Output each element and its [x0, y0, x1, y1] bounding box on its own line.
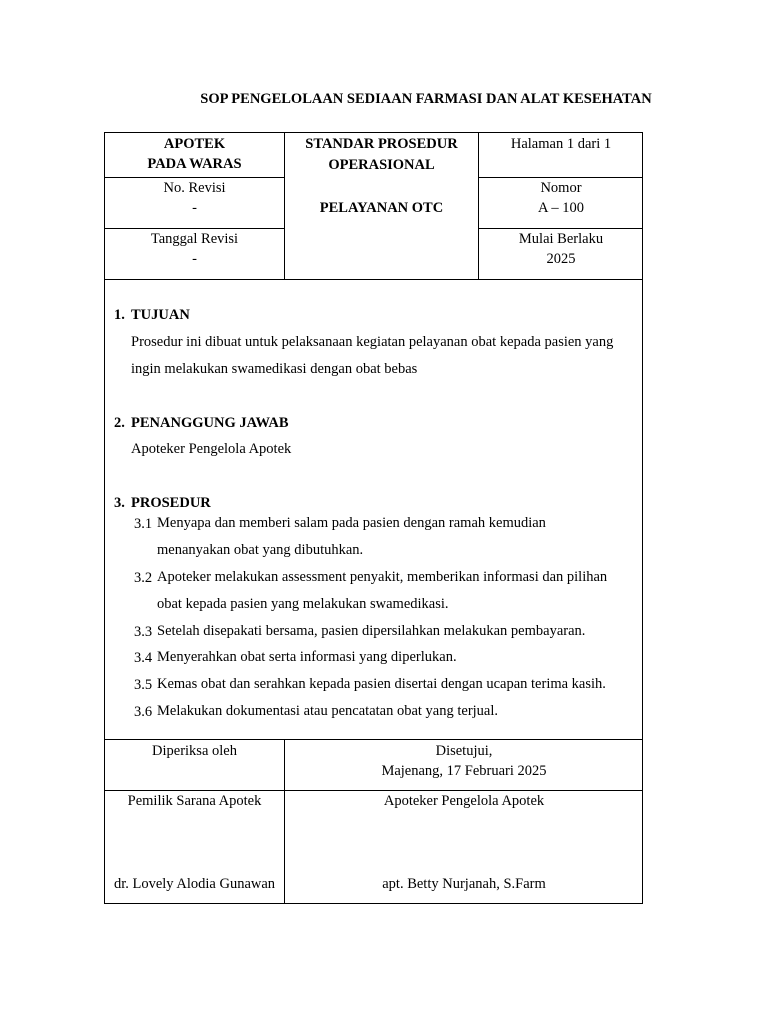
section-number: 1. [114, 307, 125, 323]
step-number: 3.2 [134, 570, 153, 586]
org-name-line2: PADA WARAS [147, 156, 242, 172]
effective-label: Mulai Berlaku [518, 231, 604, 247]
step-number: 3.5 [134, 677, 153, 693]
approved-place-date: Majenang, 17 Februari 2025 [381, 763, 547, 779]
doc-type-line1: STANDAR PROSEDUR [305, 136, 458, 152]
checker-signatory-name: dr. Lovely Alodia Gunawan [113, 876, 276, 892]
revision-label: No. Revisi [163, 180, 226, 196]
rev-date-cell [105, 229, 284, 269]
doc-type-cell [285, 134, 478, 176]
approved-cell [285, 741, 643, 781]
tujuan-line1: Prosedur ini dibuat untuk pelaksanaan kegiatan pelayanan obat kepada pasien yang [131, 334, 614, 350]
approver-role: Apoteker Pengelola Apotek [383, 793, 545, 809]
penanggung-jawab-text: Apoteker Pengelola Apotek [131, 441, 292, 457]
section-number: 3. [114, 495, 125, 511]
section-title-prosedur: PROSEDUR [131, 495, 211, 511]
step-text: Menyerahkan obat serta informasi yang diperlukan. [157, 649, 457, 665]
step-number: 3.3 [134, 624, 153, 640]
step-number: 3.6 [134, 704, 153, 720]
step-number: 3.4 [134, 650, 153, 666]
org-name-line1: APOTEK [163, 136, 226, 152]
number-label: Nomor [540, 180, 582, 196]
effective-value: 2025 [546, 251, 576, 267]
rev-date-value: - [192, 251, 197, 267]
checked-by-cell [105, 741, 284, 761]
procedure-name-cell [285, 198, 478, 218]
step-text-cont: menanyakan obat yang dibutuhkan. [157, 542, 364, 558]
number-cell [479, 178, 643, 218]
divider [104, 739, 643, 740]
revision-cell [105, 178, 284, 218]
document-title: SOP PENGELOLAAN SEDIAAN FARMASI DAN ALAT KESEHATAN [200, 91, 652, 107]
step-text: Setelah disepakati bersama, pasien dipersilahkan melakukan pembayaran. [157, 623, 586, 639]
checker-role: Pemilik Sarana Apotek [127, 793, 262, 809]
section-number: 2. [114, 415, 125, 431]
checked-by-label: Diperiksa oleh [152, 743, 237, 759]
doc-type-line2: OPERASIONAL [328, 157, 435, 173]
page-indicator: Halaman 1 dari 1 [510, 136, 612, 152]
approver-signatory-name: apt. Betty Nurjanah, S.Farm [382, 876, 546, 892]
number-value: A – 100 [538, 200, 584, 216]
step-text: Melakukan dokumentasi atau pencatatan obat yang terjual. [157, 703, 499, 719]
approved-label: Disetujui, [435, 743, 493, 759]
step-text: Kemas obat dan serahkan kepada pasien disertai dengan ucapan terima kasih. [157, 676, 606, 692]
step-text-cont: obat kepada pasien yang melakukan swamedikasi. [157, 596, 449, 612]
org-name-cell [105, 134, 284, 174]
divider [104, 279, 643, 280]
section-title-tujuan: TUJUAN [131, 307, 190, 323]
step-text: Menyapa dan memberi salam pada pasien dengan ramah kemudian [157, 515, 546, 531]
section-title-penanggung-jawab: PENANGGUNG JAWAB [131, 415, 289, 431]
procedure-name: PELAYANAN OTC [319, 200, 444, 216]
page-cell [479, 134, 643, 154]
step-text: Apoteker melakukan assessment penyakit, memberikan informasi dan pilihan [157, 569, 608, 585]
revision-value: - [192, 200, 197, 216]
tujuan-line2: ingin melakukan swamedikasi dengan obat bebas [131, 361, 418, 377]
effective-cell [479, 229, 643, 269]
step-number: 3.1 [134, 516, 153, 532]
rev-date-label: Tanggal Revisi [150, 231, 239, 247]
